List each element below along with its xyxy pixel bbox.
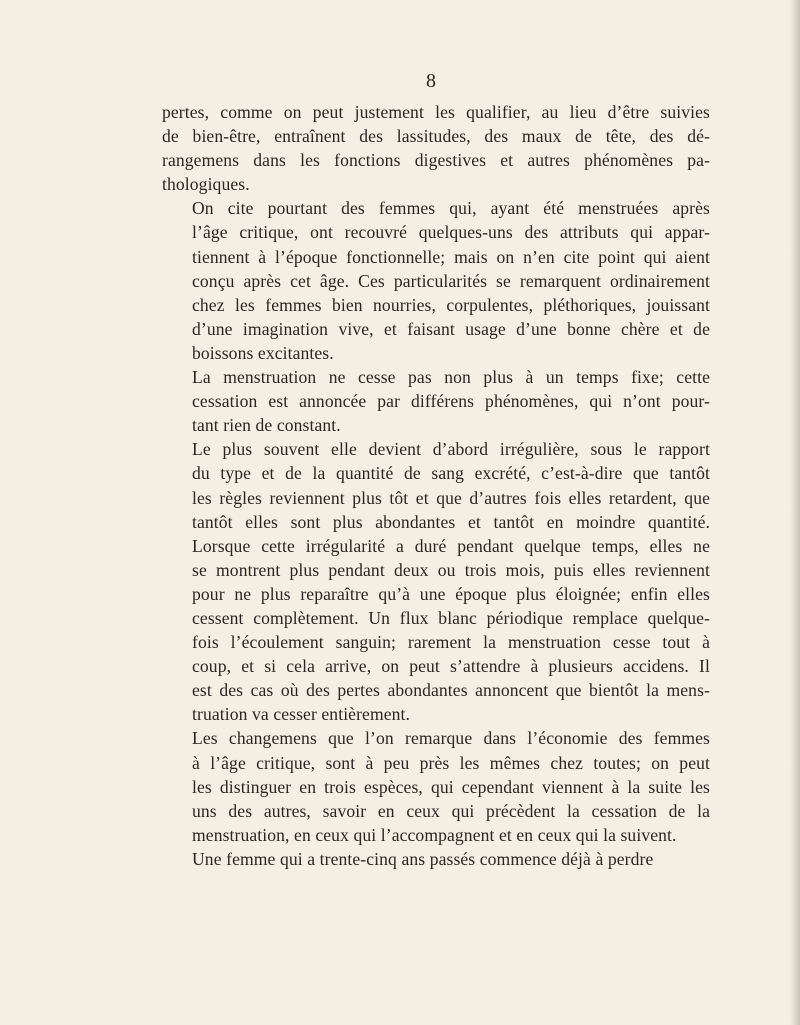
text-line: boissons excitantes. — [192, 342, 334, 363]
text-line: Le plus souvent elle devient d’abord irrégulière, sous le rapport — [192, 439, 710, 460]
text-line: rangemens dans les fonctions digestives et autres phénomènes pa- — [162, 150, 710, 171]
text-line: menstruation, en ceux qui l’accompagnent et en ceux qui la suivent. — [192, 824, 677, 845]
text-line: coup, et si cela arrive, on peut s’attendre à plusieurs accidens. Il — [192, 656, 710, 677]
text-line: On cite pourtant des femmes qui, ayant été menstruées après — [192, 198, 710, 219]
text-line: tiennent à l’époque fonctionnelle; mais on n’en cite point qui aient — [192, 246, 710, 267]
body-text — [162, 100, 710, 871]
text-line: Les changemens que l’on remarque dans l’économie des femmes — [192, 728, 710, 749]
text-line: Une femme qui a trente-cinq ans passés commence déjà à perdre — [192, 848, 654, 869]
text-line: fois l’écoulement sanguin; rarement la menstruation cesse tout à — [192, 632, 710, 653]
text-line: les règles reviennent plus tôt et que d’autres fois elles retardent, que — [192, 487, 710, 508]
text-line: pour ne plus reparaître qu’à une époque plus éloignée; enfin elles — [192, 583, 710, 604]
text-line: chez les femmes bien nourries, corpulentes, pléthoriques, jouissant — [192, 294, 710, 315]
text-line: Lorsque cette irrégularité a duré pendant quelque temps, elles ne — [192, 535, 710, 556]
text-line: thologiques. — [162, 174, 250, 195]
text-line: l’âge critique, ont recouvré quelques-uns des attributs qui appar- — [192, 222, 710, 243]
text-line: uns des autres, savoir en ceux qui précèdent la cessation de la — [192, 800, 710, 821]
paragraph — [162, 847, 710, 871]
text-line: pertes, comme on peut justement les qualifier, au lieu d’être suivies — [162, 102, 710, 122]
text-line: est des cas où des pertes abondantes annoncent que bientôt la mens- — [192, 680, 710, 701]
text-line: tant rien de constant. — [192, 415, 341, 436]
text-line: d’une imagination vive, et faisant usage d’une bonne chère et de — [192, 318, 710, 339]
text-line: les distinguer en trois espèces, qui cependant viennent à la suite les — [192, 776, 710, 797]
paragraph — [162, 437, 710, 726]
text-line: cessation est annoncée par différens phénomènes, qui n’ont pour- — [192, 391, 710, 412]
text-line: La menstruation ne cesse pas non plus à un temps fixe; cette — [192, 367, 710, 388]
text-line: conçu après cet âge. Ces particularités se remarquent ordinairement — [192, 270, 710, 291]
paragraph — [162, 100, 710, 196]
paragraph — [162, 365, 710, 437]
text-line: à l’âge critique, sont à peu près les mêmes chez toutes; on peut — [192, 752, 710, 773]
page-number: 8 — [426, 70, 436, 92]
paragraph — [162, 726, 710, 846]
paragraph — [162, 196, 710, 365]
text-line: tantôt elles sont plus abondantes et tantôt en moindre quantité. — [192, 511, 710, 532]
text-line: se montrent plus pendant deux ou trois mois, puis elles reviennent — [192, 559, 710, 580]
text-line: de bien-être, entraînent des lassitudes, des maux de tête, des dé- — [162, 126, 710, 147]
text-line: du type et de la quantité de sang excrété, c’est-à-dire que tantôt — [192, 463, 710, 484]
text-line: truation va cesser entièrement. — [192, 704, 411, 725]
page-edge-shadow — [790, 0, 800, 1025]
text-line: cessent complètement. Un flux blanc périodique remplace quelque- — [192, 607, 710, 628]
